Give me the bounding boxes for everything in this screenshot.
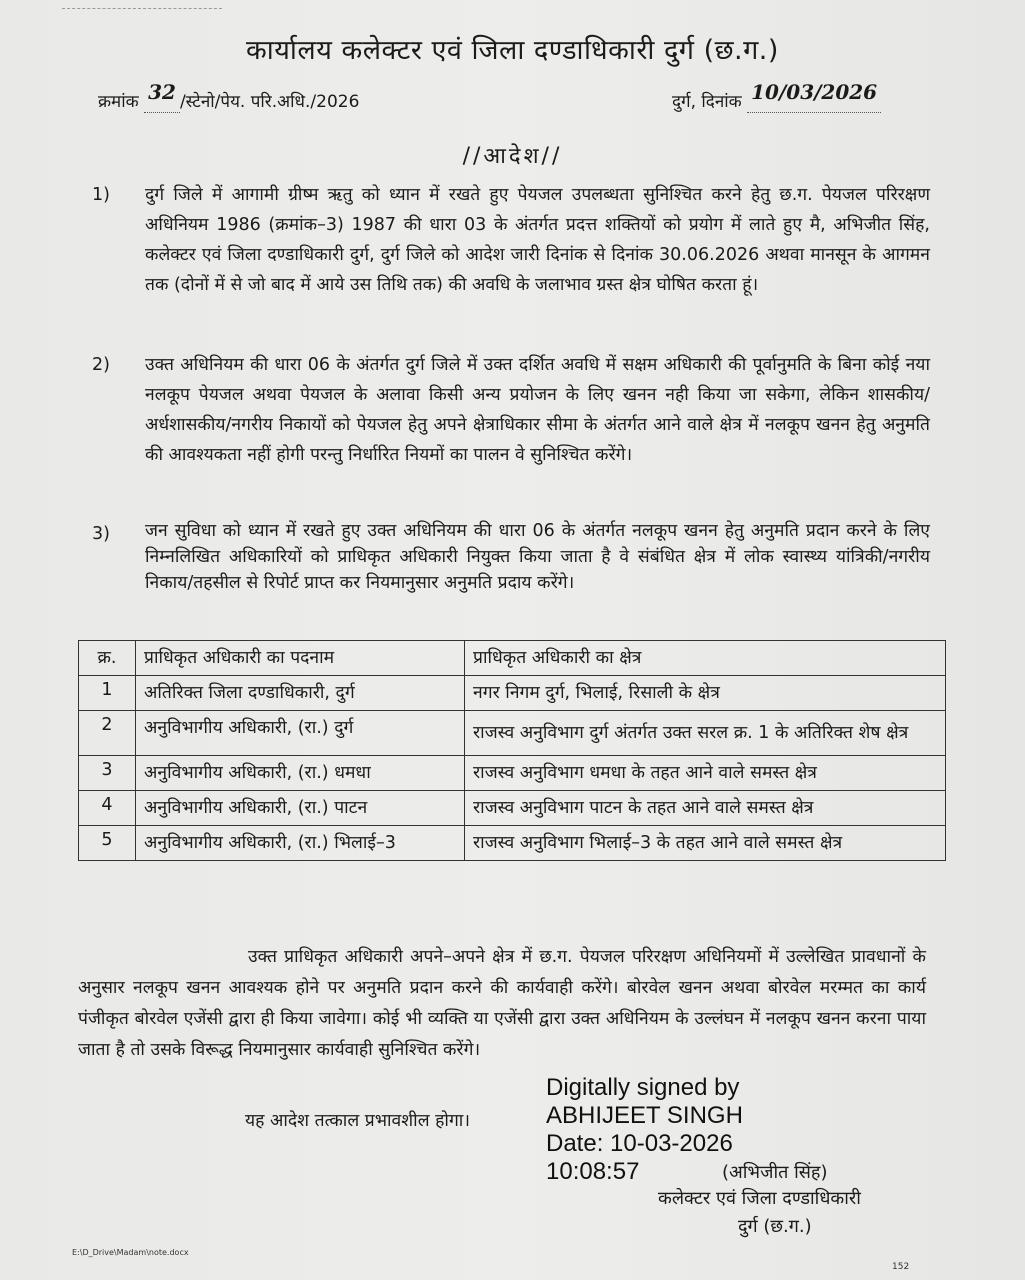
signatory-place: दुर्ग (छ.ग.) xyxy=(738,1216,812,1237)
header-designation: प्राधिकृत अधिकारी का पदनाम xyxy=(136,641,465,676)
table-row xyxy=(79,791,946,826)
date-label: दुर्ग, दिनांक xyxy=(672,92,742,112)
file-path: E:\D_Drive\Madam\note.docx xyxy=(72,1248,189,1257)
table-row xyxy=(79,826,946,861)
paragraph-3: जन सुविधा को ध्यान में रखते हुए उक्त अधिनियम की धारा 06 के अंतर्गत नलकूप खनन हेतु अनुमति प्रदान करने के लिए निम्नलिखित अधिकारियों को प्राधिकृत अधिकारी नियुक्त किया जाता है वे संबंधित क्षेत्र में लोक स्वास्थ्य यांत्रिकी/नगरीय निकाय/तहसील से रिपोर्ट प्राप्त कर नियमानुसार अनुमति प्रदाय करेंगे। xyxy=(145,521,930,593)
row-area: राजस्व अनुविभाग पाटन के तहत आने वाले समस्त क्षेत्र xyxy=(465,791,946,826)
top-strip xyxy=(62,0,222,9)
page-number: 152 xyxy=(892,1262,910,1272)
digital-signature-name: ABHIJEET SINGH xyxy=(546,1102,743,1129)
row-officer: अनुविभागीय अधिकारी, (रा.) भिलाई–3 xyxy=(136,826,465,861)
para-number-2: 2) xyxy=(92,355,110,375)
closing-paragraph: उक्त प्राधिकृत अधिकारी अपने–अपने क्षेत्र में छ.ग. पेयजल परिरक्षण अधिनियमों में उल्लेखित प्रावधानों के अनुसार नलकूप खनन आवश्यक होने पर अनुमति प्रदान करने की कार्यवाही करेंगे। बोरवेल खनन अथवा बोरवेल मरम्मत का कार्य पंजीकृत बोरवेल एजेंसी द्वारा ही किया जावेगा। कोई भी व्यक्ति या एजेंसी द्वारा उक्त अधिनियम के उल्लंघन में नलकूप खनन करना पाया जाता है तो उसके विरूद्ध नियमानुसार कार्यवाही सुनिश्चित करेंगे। xyxy=(78,947,926,1060)
signatory-title: कलेक्टर एवं जिला दण्डाधिकारी xyxy=(658,1188,861,1209)
paragraph-2: उक्त अधिनियम की धारा 06 के अंतर्गत दुर्ग जिले में उक्त दर्शित अवधि में सक्षम अधिकारी की पूर्वानुमति के बिना कोई नया नलकूप पेयजल अथवा पेयजल के अलावा किसी अन्य प्रयोजन के लिए खनन नही किया जा सकेगा, लेकिन शासकीय/अर्धशासकीय/नगरीय निकायों को पेयजल हेतु अपने क्षेत्राधिकार सीमा के अंतर्गत आने वाले क्षेत्र में नलकूप खनन हेतु अनुमति की आवश्यकता नहीं होगी परन्तु निर्धारित नियमों का पालन वे सुनिश्चित करेंगे। xyxy=(145,355,930,465)
ref-prefix: क्रमांक xyxy=(98,92,139,112)
ref-number: 32 xyxy=(148,80,176,104)
digital-signature-block xyxy=(546,1074,743,1186)
signatory-name: (अभिजीत सिंह) xyxy=(722,1162,828,1183)
row-officer: अनुविभागीय अधिकारी, (रा.) धमधा xyxy=(136,756,465,791)
row-serial: 2 xyxy=(79,711,136,756)
row-officer: अतिरिक्त जिला दण्डाधिकारी, दुर्ग xyxy=(136,676,465,711)
row-area: राजस्व अनुविभाग धमधा के तहत आने वाले समस्त क्षेत्र xyxy=(465,756,946,791)
row-area: राजस्व अनुविभाग दुर्ग अंतर्गत उक्त सरल क्र. 1 के अतिरिक्त शेष क्षेत्र xyxy=(465,711,946,756)
date-line xyxy=(672,80,881,112)
date-field xyxy=(747,80,881,113)
header-serial: क्र. xyxy=(79,641,136,676)
row-area: राजस्व अनुविभाग भिलाई–3 के तहत आने वाले समस्त क्षेत्र xyxy=(465,826,946,861)
row-officer: अनुविभागीय अधिकारी, (रा.) दुर्ग xyxy=(136,711,465,756)
row-area: नगर निगम दुर्ग, भिलाई, रिसाली के क्षेत्र xyxy=(465,676,946,711)
digital-signature-time: 10:08:57 xyxy=(546,1158,640,1185)
row-serial: 5 xyxy=(79,826,136,861)
row-officer: अनुविभागीय अधिकारी, (रा.) पाटन xyxy=(136,791,465,826)
para-number-1: 1) xyxy=(92,185,110,205)
row-serial: 1 xyxy=(79,676,136,711)
ref-suffix: /स्टेनो/पेय. परि.अधि./2026 xyxy=(179,92,360,112)
order-title: //आदेश// xyxy=(462,144,563,169)
paragraph-1: दुर्ग जिले में आगामी ग्रीष्म ऋतु को ध्यान में रखते हुए पेयजल उपलब्धता सुनिश्चित करने हेतु छ.ग. पेयजल परिरक्षण अधिनियम 1986 (क्रमांक–3) 1987 की धारा 03 के अंतर्गत प्रदत्त शक्तियों को प्रयोग में लाते हुए मै, अभिजीत सिंह, कलेक्टर एवं जिला दण्डाधिकारी दुर्ग, दुर्ग जिले को आदेश जारी दिनांक से दिनांक 30.06.2026 अथवा मानसून के आगमन तक (दोनों में से जो बाद में आये उस तिथि तक) की अवधि के जलाभाव ग्रस्त क्षेत्र घोषित करता हूं। xyxy=(145,185,930,295)
office-heading: कार्यालय कलेक्टर एवं जिला दण्डाधिकारी दुर्ग (छ.ग.) xyxy=(246,35,779,66)
table-header-row xyxy=(79,641,946,676)
table-row xyxy=(79,756,946,791)
row-serial: 4 xyxy=(79,791,136,826)
para-number-3: 3) xyxy=(92,524,110,544)
row-serial: 3 xyxy=(79,756,136,791)
effective-statement: यह आदेश तत्काल प्रभावशील होगा। xyxy=(245,1111,470,1131)
ref-number-field xyxy=(144,80,180,113)
reference-number xyxy=(98,80,360,112)
digital-signature-date: Date: 10-03-2026 xyxy=(546,1130,733,1157)
table-row xyxy=(79,676,946,711)
authorized-officers-table xyxy=(78,640,946,861)
date-value: 10/03/2026 xyxy=(751,80,878,104)
header-area: प्राधिकृत अधिकारी का क्षेत्र xyxy=(465,641,946,676)
table-row xyxy=(79,711,946,756)
digital-signature-line: Digitally signed by xyxy=(546,1074,740,1101)
